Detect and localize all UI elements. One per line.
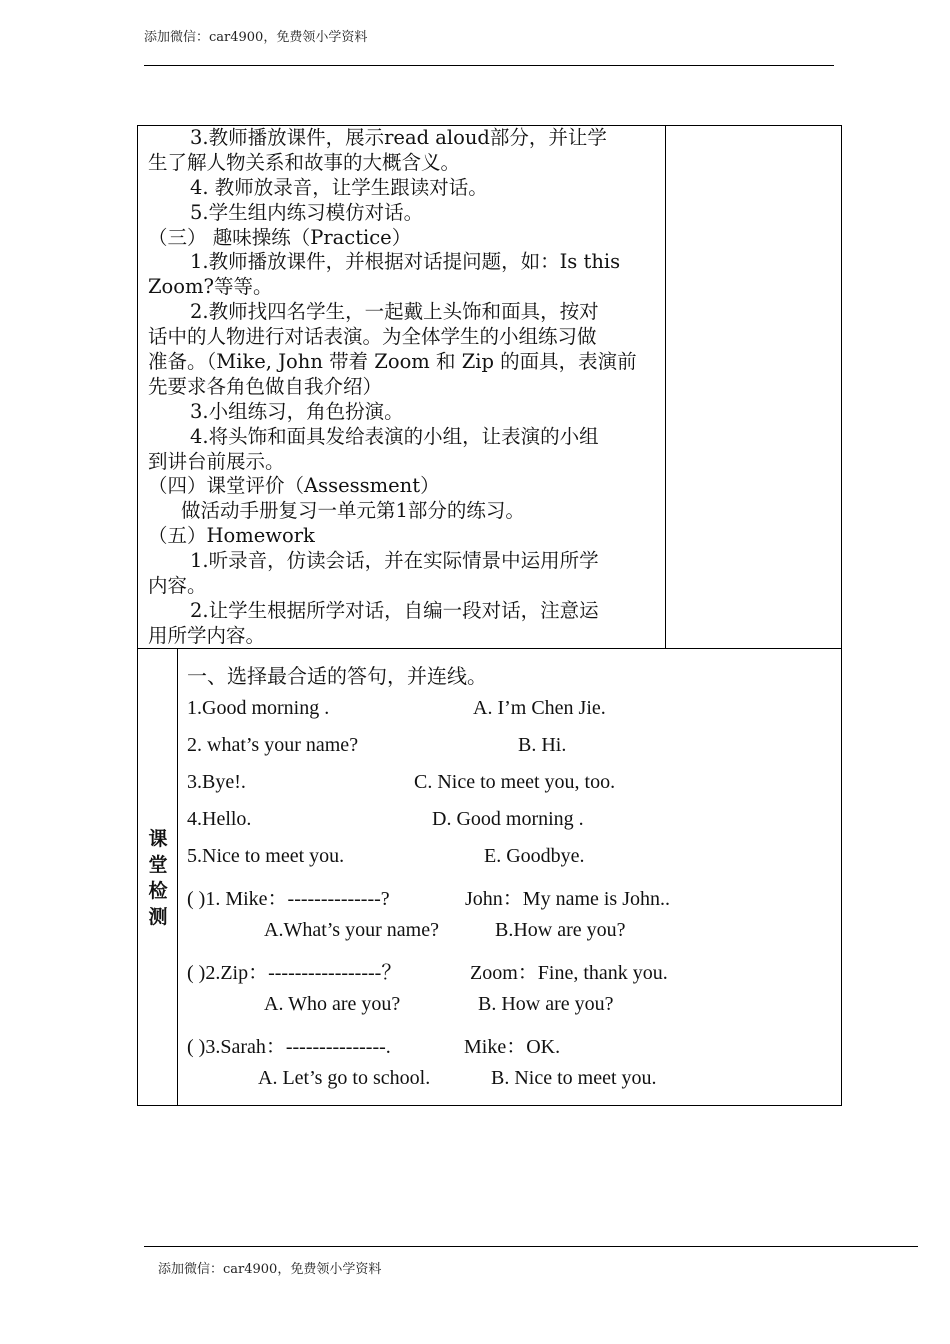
match-answer: B. Hi. bbox=[518, 734, 567, 756]
procedure-line: 4. 教师放录音，让学生跟读对话。 bbox=[190, 175, 488, 199]
match-question: 1.Good morning . bbox=[187, 697, 330, 719]
teaching-procedure bbox=[148, 126, 660, 649]
match-answer: C. Nice to meet you, too. bbox=[414, 771, 616, 793]
section-heading-practice: （三） 趣味操练（Practice） bbox=[148, 225, 412, 249]
procedure-line: 做活动手册复习一单元第1部分的练习。 bbox=[181, 499, 525, 523]
choice-question: ( )3.Sarah：---------------. bbox=[187, 1036, 391, 1058]
match-answer: A. I’m Chen Jie. bbox=[473, 697, 606, 719]
procedure-line: 准备。（Mike, John 带着 Zoom 和 Zip 的面具，表演前 bbox=[148, 350, 637, 374]
procedure-line: 2.让学生根据所学对话，自编一段对话，注意运 bbox=[190, 598, 599, 622]
procedure-line: 4.将头饰和面具发给表演的小组，让表演的小组 bbox=[190, 424, 599, 448]
procedure-line: 3.教师播放课件，展示read aloud部分，并让学 bbox=[190, 126, 607, 149]
footer-watermark: 添加微信：car4900，免费领小学资料 bbox=[158, 1262, 382, 1277]
label-char: 堂 bbox=[148, 854, 168, 876]
choice-option-b: B. How are you? bbox=[478, 993, 614, 1015]
procedure-line: 3.小组练习，角色扮演。 bbox=[190, 399, 404, 423]
match-question: 2. what’s your name? bbox=[187, 734, 359, 756]
match-question: 3.Bye!. bbox=[187, 771, 246, 793]
match-answer: E. Goodbye. bbox=[484, 845, 585, 867]
exercise-title: 一、选择最合适的答句，并连线。 bbox=[187, 664, 487, 688]
choice-option-a: A. Who are you? bbox=[264, 993, 401, 1015]
label-column-divider bbox=[177, 648, 178, 1106]
label-char: 课 bbox=[148, 828, 168, 850]
choice-response: John：My name is John.. bbox=[465, 888, 670, 910]
choice-option-a: A. Let’s go to school. bbox=[258, 1067, 431, 1089]
procedure-line: 用所学内容。 bbox=[148, 623, 266, 647]
procedure-line: Zoom?等等。 bbox=[148, 275, 273, 299]
classroom-check-label bbox=[142, 826, 174, 930]
procedure-line: 生了解人物关系和故事的大概含义。 bbox=[148, 150, 461, 174]
choice-option-b: B.How are you? bbox=[495, 919, 626, 941]
procedure-line: 1.听录音，仿读会话，并在实际情景中运用所学 bbox=[190, 549, 599, 573]
procedure-line: 5.学生组内练习模仿对话。 bbox=[190, 200, 424, 224]
choice-question: ( )1. Mike：--------------? bbox=[187, 888, 390, 910]
procedure-line: 先要求各角色做自我介绍） bbox=[148, 374, 383, 398]
header-watermark: 添加微信：car4900，免费领小学资料 bbox=[144, 30, 368, 45]
section-heading-homework: （五）Homework bbox=[148, 524, 315, 548]
procedure-line: 内容。 bbox=[148, 574, 207, 598]
match-question: 4.Hello. bbox=[187, 808, 252, 830]
header-rule bbox=[144, 65, 834, 66]
section-heading-assessment: （四）课堂评价（Assessment） bbox=[148, 474, 440, 498]
choice-option-b: B. Nice to meet you. bbox=[491, 1067, 657, 1089]
label-char: 检 bbox=[148, 880, 168, 902]
match-answer: D. Good morning . bbox=[432, 808, 584, 830]
procedure-line: 话中的人物进行对话表演。为全体学生的小组练习做 bbox=[148, 325, 597, 349]
right-column-divider bbox=[665, 125, 666, 649]
choice-response: Zoom：Fine, thank you. bbox=[470, 962, 668, 984]
label-char: 测 bbox=[148, 906, 168, 928]
choice-response: Mike：OK. bbox=[464, 1036, 561, 1058]
procedure-line: 2.教师找四名学生，一起戴上头饰和面具，按对 bbox=[190, 300, 599, 324]
procedure-line: 1.教师播放课件，并根据对话提问题，如：Is this bbox=[190, 250, 621, 274]
choice-question: ( )2.Zip：-----------------？ bbox=[187, 962, 402, 984]
choice-option-a: A.What’s your name? bbox=[264, 919, 439, 941]
footer-rule bbox=[144, 1246, 918, 1247]
match-question: 5.Nice to meet you. bbox=[187, 845, 345, 867]
procedure-line: 到讲台前展示。 bbox=[148, 449, 285, 473]
